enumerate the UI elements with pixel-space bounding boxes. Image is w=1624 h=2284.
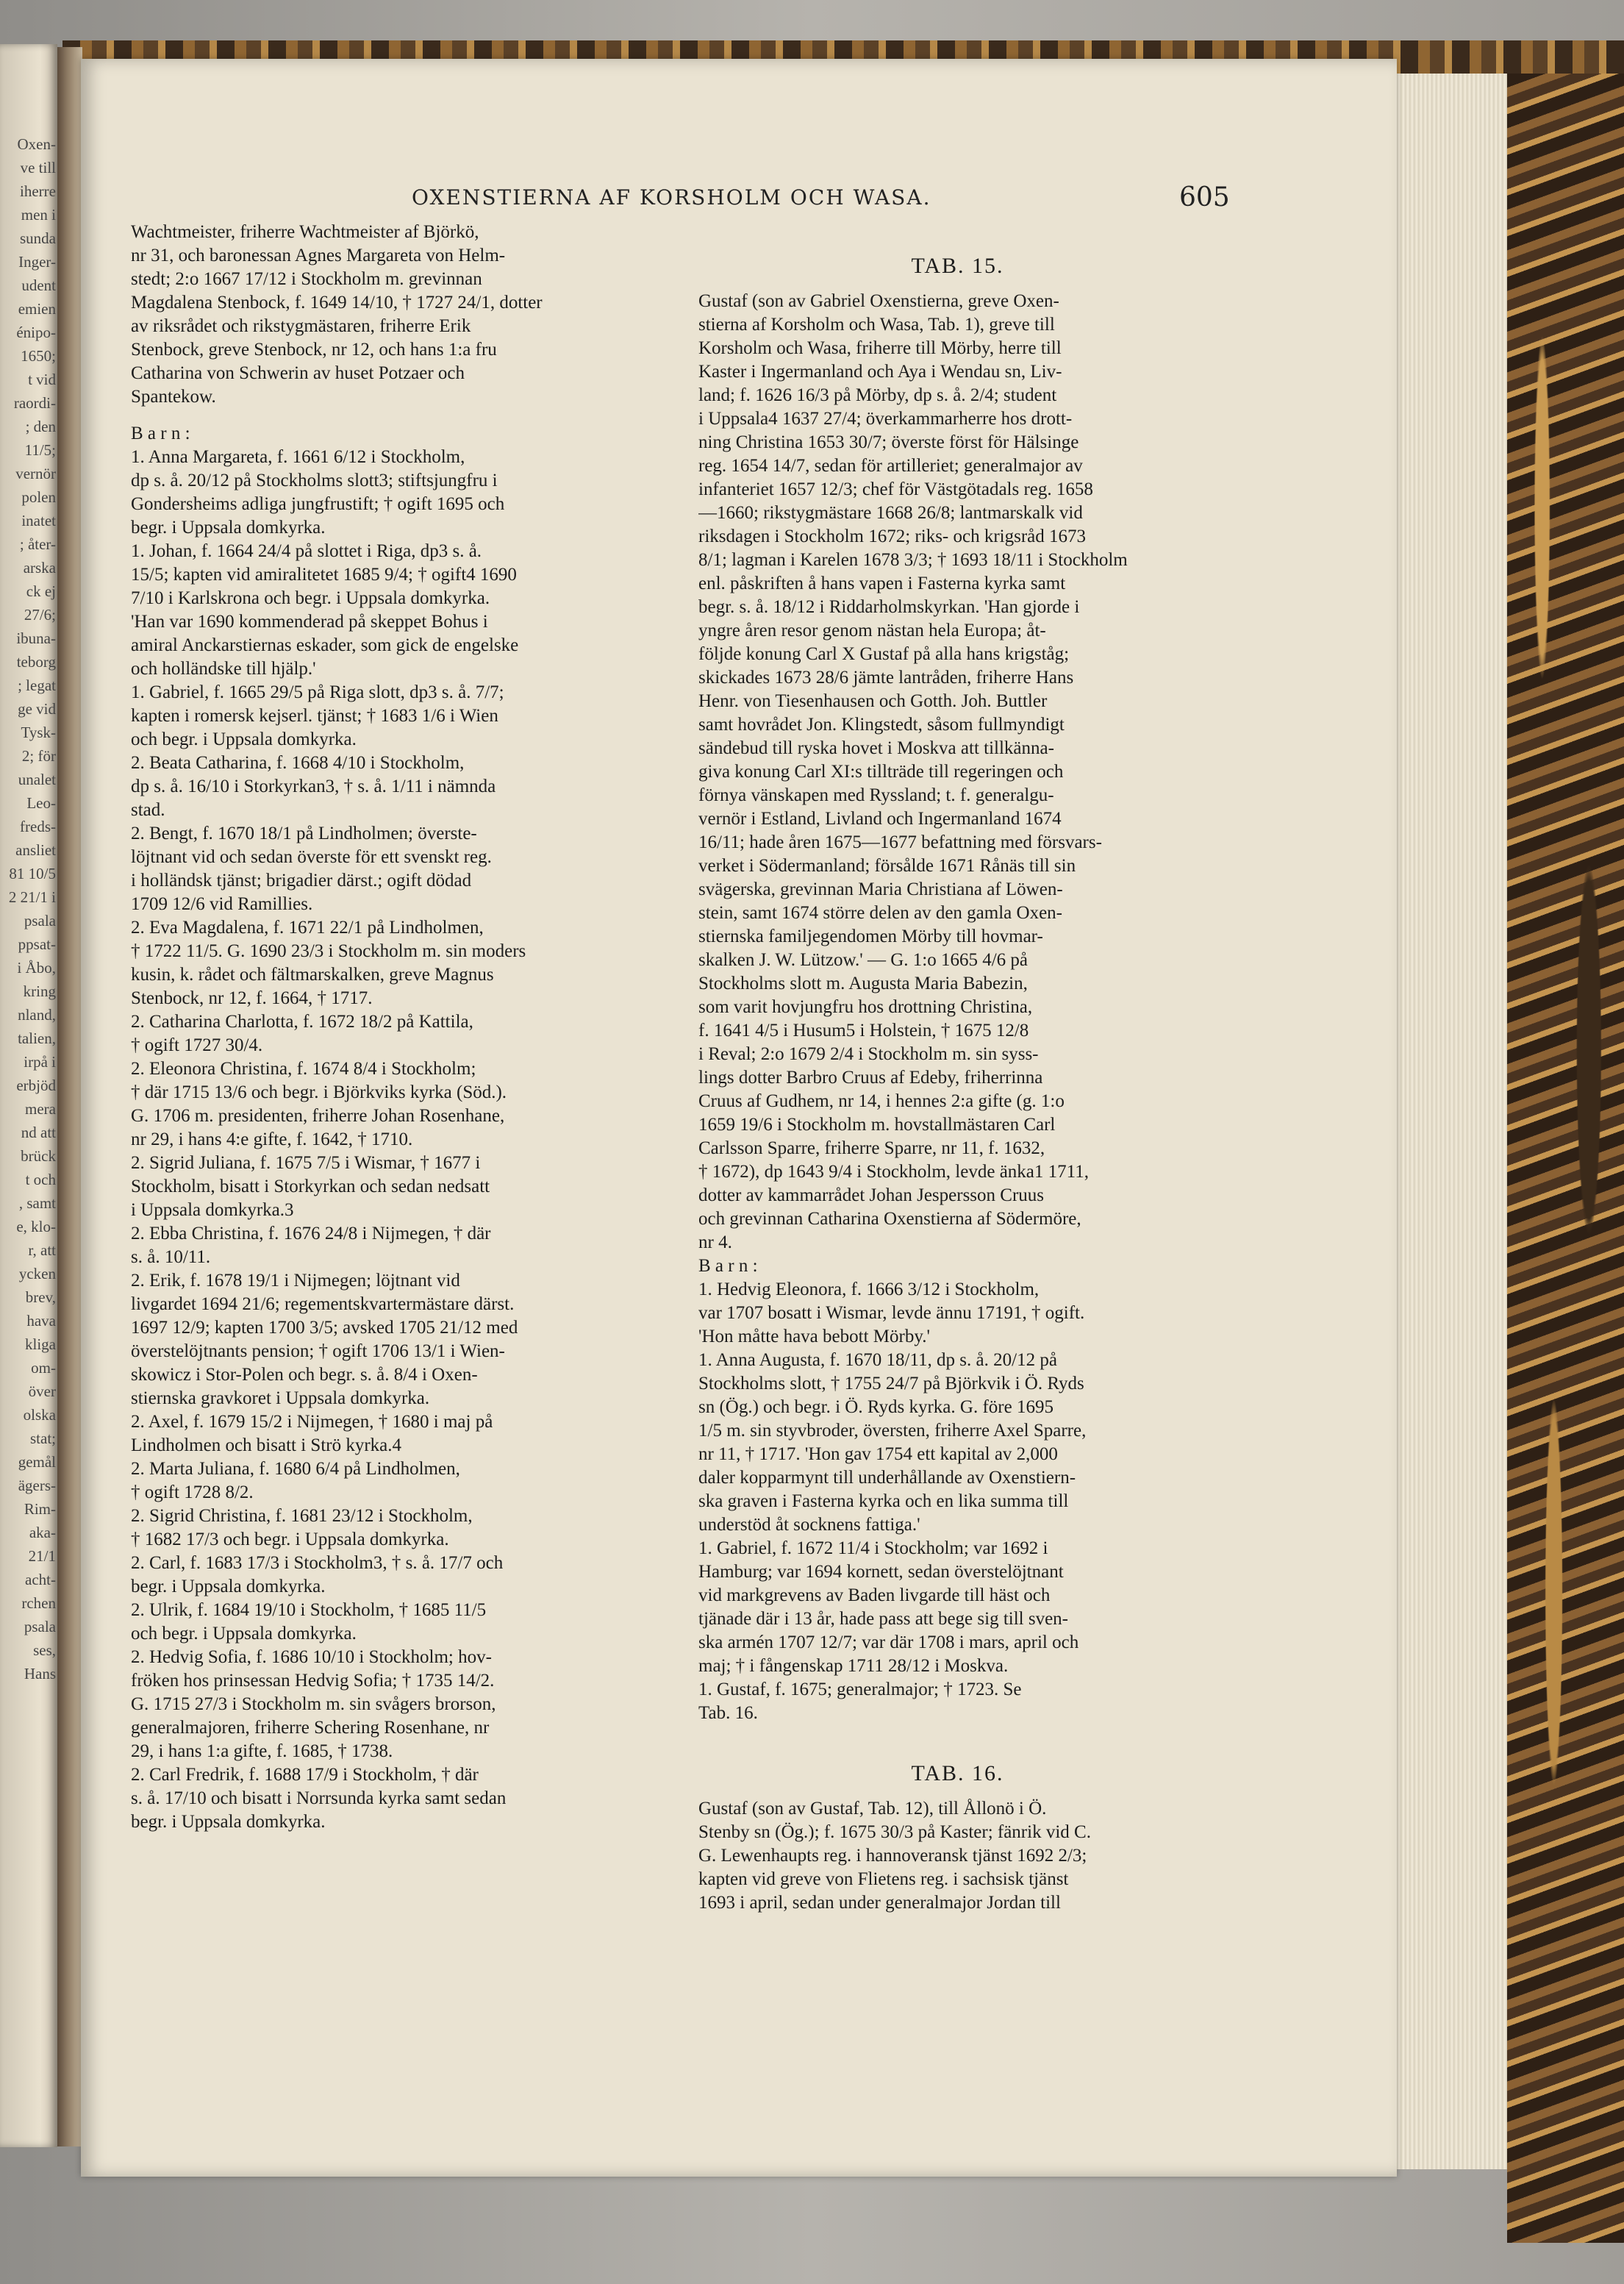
text-line: löjtnant vid och sedan överste för ett svenskt reg. (131, 847, 492, 867)
facing-page-fragment: psala (24, 1618, 56, 1635)
text-line: 2. Sigrid Juliana, f. 1675 7/5 i Wismar, † 1677 i (131, 1153, 481, 1173)
text-line: i Uppsala4 1637 27/4; överkammarherre hos drott- (698, 409, 1073, 429)
text-line: Catharina von Schwerin av huset Potzaer och (131, 363, 465, 383)
facing-page-fragment: rchen (21, 1594, 56, 1612)
facing-page-fragment: Tysk- (21, 724, 56, 741)
text-line: stein, samt 1674 större delen av den gamla Oxen- (698, 903, 1062, 923)
text-line: 2. Sigrid Christina, f. 1681 23/12 i Stockholm, (131, 1506, 473, 1526)
text-line: följde konung Carl X Gustaf på alla hans krigståg; (698, 644, 1070, 664)
text-line: f. 1641 4/5 i Husum5 i Holstein, † 1675 12/8 (698, 1021, 1029, 1041)
facing-page-fragment: ; den (25, 418, 56, 435)
facing-page-fragment: ve till (20, 159, 56, 176)
text-line: 2. Carl, f. 1683 17/3 i Stockholm3, † s. å. 17/7 och (131, 1553, 504, 1573)
facing-page-fragment: sunda (20, 229, 56, 247)
text-line: begr. i Uppsala domkyrka. (131, 1812, 326, 1832)
text-line: i Uppsala domkyrka.3 (131, 1200, 294, 1220)
text-line: dotter av kammarrådet Johan Jespersson Cruus (698, 1185, 1045, 1205)
text-line: B a r n : (131, 424, 190, 443)
text-line: vid markgrevens av Baden livgarde till häst och (698, 1585, 1051, 1605)
text-line: stiernska familjegendomen Mörby till hovmar- (698, 927, 1043, 946)
text-line: begr. i Uppsala domkyrka. (131, 518, 326, 538)
text-line: 2. Hedvig Sofia, f. 1686 10/10 i Stockholm; hov- (131, 1647, 492, 1667)
facing-page-fragment: ycken (18, 1265, 56, 1282)
text-line: stierna af Korsholm och Wasa, Tab. 1), greve till (698, 315, 1055, 335)
text-line: G. 1715 27/3 i Stockholm m. sin svågers brorson, (131, 1694, 496, 1714)
text-line: † 1722 11/5. G. 1690 23/3 i Stockholm m. sin moders (131, 941, 526, 961)
text-line: som varit hovjungfru hos drottning Christina, (698, 997, 1033, 1017)
text-line: 2. Bengt, f. 1670 18/1 på Lindholmen; överste- (131, 824, 477, 843)
text-line: av riksrådet och rikstygmästaren, friherre Erik (131, 316, 471, 336)
text-line: enl. påskriften å hans vapen i Fasterna kyrka samt (698, 574, 1066, 593)
text-line: land; f. 1626 16/3 på Mörby, dp s. å. 2/4; student (698, 385, 1057, 405)
facing-page-fragment: ppsat- (18, 935, 56, 953)
facing-page-fragment: ibuna- (16, 629, 56, 647)
marbled-cover (1507, 74, 1624, 2243)
facing-page-fragment: kring (23, 982, 56, 1000)
text-line: ning Christina 1653 30/7; överste först för Hälsinge (698, 432, 1079, 452)
text-line: svägerska, grevinnan Maria Christiana af Löwen- (698, 879, 1063, 899)
facing-page-fragment: iherre (20, 182, 56, 200)
book-gutter (57, 47, 82, 2146)
text-line: Cruus af Gudhem, nr 14, i hennes 2:a gifte (g. 1:o (698, 1091, 1065, 1111)
facing-page-fragment: Rim- (24, 1500, 56, 1518)
facing-page-fragment: vernör (15, 465, 56, 482)
text-line: 29, i hans 1:a gifte, f. 1685, † 1738. (131, 1741, 393, 1761)
facing-page-fragment: Leo- (26, 794, 56, 812)
text-line: och begr. i Uppsala domkyrka. (131, 729, 357, 749)
text-line: sändebud till ryska hovet i Moskva att tillkänna- (698, 738, 1054, 758)
facing-page-fragment: emien (18, 300, 56, 318)
facing-page-fragment: aka- (29, 1524, 56, 1541)
text-line: 2. Beata Catharina, f. 1668 4/10 i Stockholm, (131, 753, 465, 773)
text-line: 1. Anna Margareta, f. 1661 6/12 i Stockholm, (131, 447, 465, 467)
text-line: skickades 1673 28/6 jämte lantråden, friherre Hans (698, 668, 1074, 688)
right-text-column (698, 243, 1217, 1915)
text-line: ska armén 1707 12/7; var där 1708 i mars, april och (698, 1632, 1079, 1652)
text-line: samt hovrådet Jon. Klingstedt, såsom fullmyndigt (698, 715, 1065, 735)
left-text-column (131, 221, 634, 1834)
text-line: i Reval; 2:o 1679 2/4 i Stockholm m. sin syss- (698, 1044, 1039, 1064)
text-line: 2. Ulrik, f. 1684 19/10 i Stockholm, † 1685 11/5 (131, 1600, 487, 1620)
text-line: 2. Catharina Charlotta, f. 1672 18/2 på Kattila, (131, 1012, 473, 1032)
facing-page-fragment: r, att (28, 1241, 56, 1259)
facing-page-fragment: ägers- (18, 1477, 56, 1494)
text-line: 2. Carl Fredrik, f. 1688 17/9 i Stockholm, † där (131, 1765, 479, 1785)
facing-page-fragment: e, klo- (16, 1218, 56, 1235)
text-line: 2. Ebba Christina, f. 1676 24/8 i Nijmegen, † där (131, 1224, 491, 1243)
text-line: 2. Marta Juliana, f. 1680 6/4 på Lindholmen, (131, 1459, 460, 1479)
text-line: Gondersheims adliga jungfrustift; † ogift 1695 och (131, 494, 505, 514)
text-line: kusin, k. rådet och fältmarskalken, greve Magnus (131, 965, 494, 985)
facing-page-fragment: gemål (18, 1453, 56, 1471)
facing-page-fragment: t och (25, 1171, 56, 1188)
text-line: tjänade där i 13 år, hade pass att bege sig till sven- (698, 1609, 1069, 1629)
text-line: livgardet 1694 21/6; regementskvartermästare därst. (131, 1294, 515, 1314)
facing-page-fragment: erbjöd (16, 1077, 56, 1094)
facing-page-fragment: nland, (18, 1006, 56, 1024)
facing-page-fragment: hava (26, 1312, 56, 1330)
text-line: G. 1706 m. presidenten, friherre Johan Rosenhane, (131, 1106, 505, 1126)
text-line: och grevinnan Catharina Oxenstierna af Södermöre, (698, 1209, 1081, 1229)
facing-page-fragment: t vid (28, 371, 56, 388)
text-line: lings dotter Barbro Cruus af Edeby, friherrinna (698, 1068, 1043, 1088)
text-line: begr. s. å. 18/12 i Riddarholmskyrkan. 'Han gjorde i (698, 597, 1080, 617)
tab-15-body (698, 290, 1217, 1725)
text-line: giva konung Carl XI:s tillträde till regeringen och (698, 762, 1064, 782)
page-number: 605 (1179, 182, 1230, 213)
text-line: maj; † i fångenskap 1711 28/12 i Moskva. (698, 1656, 1009, 1676)
facing-page-fragment: men i (21, 206, 56, 224)
text-line: 'Han var 1690 kommenderad på skeppet Bohus i (131, 612, 488, 632)
facing-page-fragment: om- (31, 1359, 56, 1377)
facing-page-fragment: ; åter- (19, 535, 56, 553)
text-line: † ogift 1728 8/2. (131, 1482, 254, 1502)
text-line: —1660; rikstygmästare 1668 26/8; lantmarskalk vid (698, 503, 1083, 523)
facing-page-fragment: 27/6; (24, 606, 56, 624)
text-line: Stockholm, bisatt i Storkyrkan och sedan nedsatt (131, 1177, 490, 1196)
text-line: Tab. 16. (698, 1703, 758, 1723)
facing-page-fragment: teborg (16, 653, 56, 671)
facing-page-fragment: ge vid (18, 700, 56, 718)
text-line: 2. Erik, f. 1678 19/1 i Nijmegen; löjtnant vid (131, 1271, 460, 1291)
text-line: nr 4. (698, 1232, 732, 1252)
facing-page-fragment: raordi- (13, 394, 56, 412)
text-line: 1709 12/6 vid Ramillies. (131, 894, 313, 914)
text-line: Korsholm och Wasa, friherre till Mörby, herre till (698, 338, 1062, 358)
facing-page-fragment: brück (21, 1147, 56, 1165)
text-line: Gustaf (son av Gabriel Oxenstierna, greve Oxen- (698, 291, 1059, 311)
text-line: överstelöjtnants pension; † ogift 1706 13/1 i Wien- (131, 1341, 505, 1361)
text-line: och begr. i Uppsala domkyrka. (131, 1624, 357, 1644)
facing-page-fragment: énipo- (16, 324, 56, 341)
text-line: daler kopparmynt till underhållande av Oxenstiern- (698, 1468, 1076, 1488)
text-line: reg. 1654 14/7, sedan för artilleriet; generalmajor av (698, 456, 1083, 476)
facing-page-fragment: mera (25, 1100, 56, 1118)
text-line: stiernska gravkoret i Uppsala domkyrka. (131, 1388, 430, 1408)
facing-page-fragment: 81 10/5 (9, 865, 56, 882)
text-line: 1659 19/6 i Stockholm m. hovstallmästaren Carl (698, 1115, 1056, 1135)
text-line: 1. Johan, f. 1664 24/4 på slottet i Riga, dp3 s. å. (131, 541, 482, 561)
text-line: kapten vid greve von Flietens reg. i sachsisk tjänst (698, 1869, 1069, 1889)
facing-page-fragment: , samt (18, 1194, 56, 1212)
facing-page-fragment: ; legat (18, 677, 56, 694)
text-line: nr 29, i hans 4:e gifte, f. 1642, † 1710. (131, 1129, 413, 1149)
text-line: understöd åt socknens fattiga.' (698, 1515, 920, 1535)
facing-page-fragment: nd att (21, 1124, 56, 1141)
text-line: i holländsk tjänst; brigadier därst.; ogift dödad (131, 871, 472, 891)
text-line: Carlsson Sparre, friherre Sparre, nr 11, f. 1632, (698, 1138, 1045, 1158)
text-line: ska graven i Fasterna kyrka och en lika summa till (698, 1491, 1069, 1511)
text-line: dp s. å. 16/10 i Storkyrkan3, † s. å. 1/11 i nämnda (131, 777, 496, 796)
text-line: 2. Eleonora Christina, f. 1674 8/4 i Stockholm; (131, 1059, 476, 1079)
facing-page-fragment: 21/1 (28, 1547, 56, 1565)
text-line: s. å. 10/11. (131, 1247, 211, 1267)
text-line (131, 409, 634, 422)
text-line: Stenbock, greve Stenbock, nr 12, och hans 1:a fru (131, 340, 497, 360)
text-line: förnya vänskapen med Ryssland; t. f. generalgu- (698, 785, 1054, 805)
text-line: stad. (131, 800, 165, 820)
facing-page-fragment: udent (21, 276, 56, 294)
text-line: 1. Hedvig Eleonora, f. 1666 3/12 i Stockholm, (698, 1280, 1040, 1299)
text-line: † 1682 17/3 och begr. i Uppsala domkyrka. (131, 1530, 449, 1549)
text-line: verket i Södermanland; försålde 1671 Rånäs till sin (698, 856, 1076, 876)
text-line: Gustaf (son av Gustaf, Tab. 12), till Ållonö i Ö. (698, 1799, 1047, 1819)
facing-page-fragment: 2; för (21, 747, 56, 765)
text-line: 1. Gabriel, f. 1665 29/5 på Riga slott, dp3 s. å. 7/7; (131, 682, 504, 702)
facing-page-fragment: Inger- (18, 253, 56, 271)
running-title: OXENSTIERNA AF KORSHOLM OCH WASA. (412, 185, 931, 210)
tab-15-heading: TAB. 15. (911, 254, 1004, 278)
text-line: 'Hon måtte hava bebott Mörby.' (698, 1327, 930, 1346)
text-line: Lindholmen och bisatt i Strö kyrka.4 (131, 1435, 402, 1455)
facing-page-fragment: talien, (18, 1029, 56, 1047)
text-line: skowicz i Stor-Polen och begr. s. å. 8/4 i Oxen- (131, 1365, 478, 1385)
facing-page-fragment: stat; (30, 1430, 56, 1447)
facing-page-fragment: unalet (18, 771, 56, 788)
tab-16-heading: TAB. 16. (911, 1761, 1004, 1785)
text-line: riksdagen i Stockholm 1672; riks- och krigsråd 1673 (698, 527, 1087, 546)
text-line: 7/10 i Karlskrona och begr. i Uppsala domkyrka. (131, 588, 490, 608)
text-line: s. å. 17/10 och bisatt i Norrsunda kyrka samt sedan (131, 1788, 507, 1808)
text-line: † 1672), dp 1643 9/4 i Stockholm, levde änka1 1711, (698, 1162, 1089, 1182)
text-line: infanteriet 1657 12/3; chef för Västgötadals reg. 1658 (698, 479, 1093, 499)
facing-page-fragment: Oxen- (17, 135, 56, 153)
text-line: amiral Anckarstiernas eskader, som gick de engelske (131, 635, 519, 655)
text-line: generalmajoren, friherre Schering Rosenhane, nr (131, 1718, 490, 1738)
text-line: 2. Axel, f. 1679 15/2 i Nijmegen, † 1680 i maj på (131, 1412, 493, 1432)
facing-page-fragment: Hans (24, 1665, 56, 1682)
text-line: 16/11; hade åren 1675—1677 befattning med försvars- (698, 832, 1102, 852)
text-line: stedt; 2:o 1667 17/12 i Stockholm m. grevinnan (131, 269, 482, 289)
text-line: nr 11, † 1717. 'Hon gav 1754 ett kapital av 2,000 (698, 1444, 1058, 1464)
text-line: begr. i Uppsala domkyrka. (131, 1577, 326, 1596)
text-line: vernör i Estland, Livland och Ingermanland 1674 (698, 809, 1062, 829)
text-line: † ogift 1727 30/4. (131, 1035, 263, 1055)
text-line: B a r n : (698, 1256, 758, 1276)
text-line: skalken J. W. Lützow.' — G. 1:o 1665 4/6 på (698, 950, 1028, 970)
facing-page-fragment: över (28, 1382, 56, 1400)
text-line: fröken hos prinsessan Hedvig Sofia; † 1735 14/2. (131, 1671, 495, 1691)
text-line: 8/1; lagman i Karelen 1678 3/3; † 1693 18/11 i Stockholm (698, 550, 1128, 570)
text-line: Kaster i Ingermanland och Aya i Wendau sn, Liv- (698, 362, 1062, 382)
facing-page-fragment: freds- (20, 818, 56, 835)
text-line: † där 1715 13/6 och begr. i Björkviks kyrka (Söd.). (131, 1082, 507, 1102)
facing-page-fragment: 11/5; (24, 441, 56, 459)
text-line: kapten i romersk kejserl. tjänst; † 1683 1/6 i Wien (131, 706, 498, 726)
text-line: Henr. von Tiesenhausen och Gotth. Joh. Buttler (698, 691, 1048, 711)
text-line: Wachtmeister, friherre Wachtmeister af Björkö, (131, 222, 479, 242)
text-line: dp s. å. 20/12 på Stockholms slott3; stiftsjungfru i (131, 471, 498, 490)
facing-page-fragment: ansliet (15, 841, 56, 859)
facing-page-fragment: polen (21, 488, 56, 506)
text-line: Magdalena Stenbock, f. 1649 14/10, † 1727 24/1, dotter (131, 293, 543, 313)
facing-page-fragment: inatet (21, 512, 56, 529)
text-line: 15/5; kapten vid amiralitetet 1685 9/4; † ogift4 1690 (131, 565, 517, 585)
facing-page-fragment: 2 21/1 i (8, 888, 56, 906)
facing-page-fragment: ck ej (26, 582, 56, 600)
tab-16-body (698, 1797, 1217, 1915)
text-line: yngre åren resor genom nästan hela Europa; åt- (698, 621, 1046, 640)
text-line: G. Lewenhaupts reg. i hannoveransk tjänst 1692 2/3; (698, 1846, 1087, 1866)
text-line: 1. Anna Augusta, f. 1670 18/11, dp s. å. 20/12 på (698, 1350, 1057, 1370)
text-line: nr 31, och baronessan Agnes Margareta von Helm- (131, 246, 506, 265)
facing-page-fragment: psala (24, 912, 56, 929)
facing-page-text-fragments (0, 132, 56, 2030)
text-line: och holländske till hjälp.' (131, 659, 316, 679)
text-line: 1697 12/9; kapten 1700 3/5; avsked 1705 21/12 med (131, 1318, 518, 1338)
text-line: sn (Ög.) och begr. i Ö. Ryds kyrka. G. före 1695 (698, 1397, 1054, 1417)
facing-page-fragment: 1650; (21, 347, 56, 365)
facing-page-fragment: kliga (25, 1335, 56, 1353)
facing-page-fragment: brev, (25, 1288, 56, 1306)
facing-page-edge (0, 44, 57, 2147)
facing-page-fragment: acht- (25, 1571, 56, 1588)
text-line: 1693 i april, sedan under generalmajor Jordan till (698, 1893, 1061, 1913)
text-line: 1/5 m. sin styvbroder, översten, friherre Axel Sparre, (698, 1421, 1087, 1441)
facing-page-fragment: irpå i (24, 1053, 56, 1071)
text-line: Stockholms slott, † 1755 24/7 på Björkvik i Ö. Ryds (698, 1374, 1084, 1393)
text-line: Stenby sn (Ög.); f. 1675 30/3 på Kaster; fänrik vid C. (698, 1822, 1091, 1842)
facing-page-fragment: arska (23, 559, 56, 577)
text-line: Stenbock, nr 12, f. 1664, † 1717. (131, 988, 373, 1008)
facing-page-fragment: olska (23, 1406, 56, 1424)
text-line: Hamburg; var 1694 kornett, sedan överstelöjtnant (698, 1562, 1064, 1582)
text-line: Spantekow. (131, 387, 216, 407)
text-line: var 1707 bosatt i Wismar, levde ännu 17191, † ogift. (698, 1303, 1085, 1323)
facing-page-fragment: ses, (33, 1641, 56, 1659)
text-line: Stockholms slott m. Augusta Maria Babezin, (698, 974, 1028, 993)
text-line: 1. Gustaf, f. 1675; generalmajor; † 1723. Se (698, 1680, 1022, 1699)
text-line: 1. Gabriel, f. 1672 11/4 i Stockholm; var 1692 i (698, 1538, 1048, 1558)
text-line: 2. Eva Magdalena, f. 1671 22/1 på Lindholmen, (131, 918, 484, 938)
facing-page-fragment: i Åbo, (17, 959, 56, 977)
